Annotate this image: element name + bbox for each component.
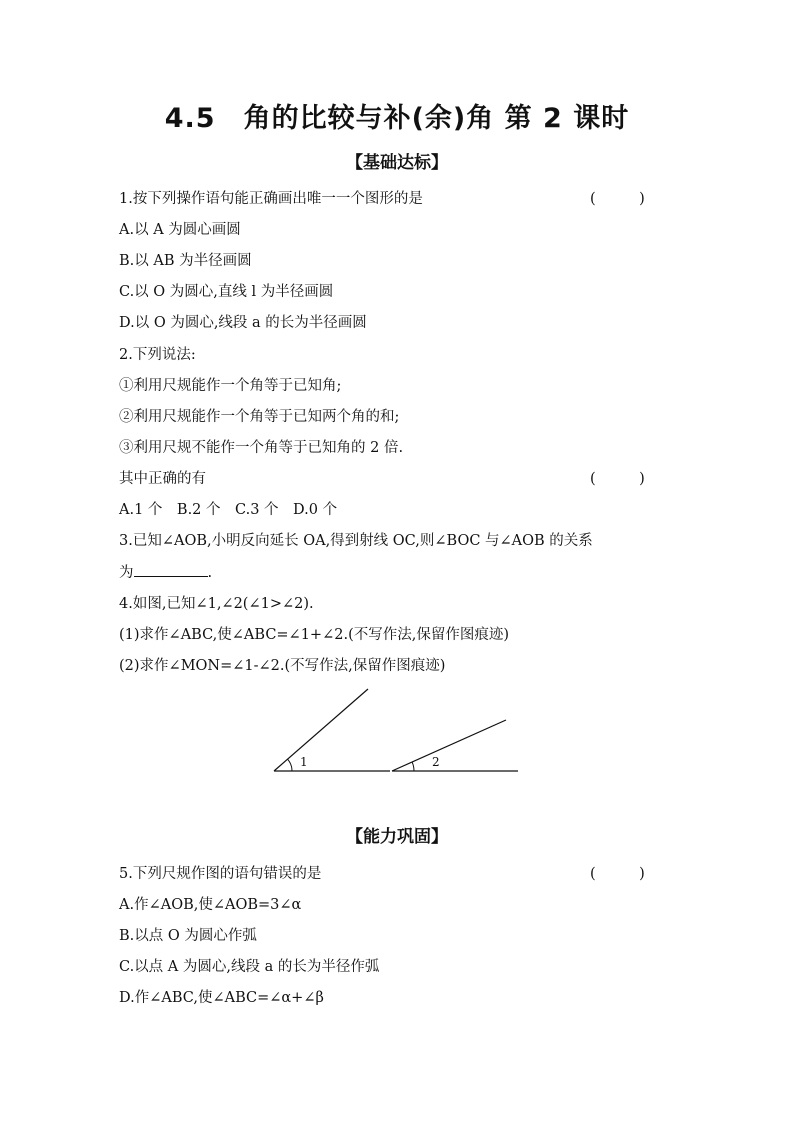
answer-paren: ( ) [590,866,645,882]
question-3-line-2-prefix: 为 [119,565,134,581]
question-2-stem: 2.下列说法: [119,347,196,363]
question-5-option-c: C.以点 A 为圆心,线段 a 的长为半径作弧 [119,959,380,975]
angle-1-upper-ray [274,689,368,771]
question-1-option-c: C.以 O 为圆心,直线 l 为半径画圆 [119,284,334,300]
question-2-item-2: ②利用尺规能作一个角等于已知两个角的和; [119,409,400,425]
angle-2-arc [412,762,414,771]
question-2-item-1: ①利用尺规能作一个角等于已知角; [119,378,342,394]
question-5-option-d: D.作∠ABC,使∠ABC=∠α+∠β [119,990,324,1006]
angle-2 [392,720,518,771]
question-1-option-b: B.以 AB 为半径画圆 [119,253,252,269]
answer-paren: ( ) [590,191,645,207]
angle-1 [274,689,390,771]
question-4-stem: 4.如图,已知∠1,∠2(∠1>∠2). [119,596,314,612]
question-1-option-d: D.以 O 为圆心,线段 a 的长为半径画圆 [119,315,367,331]
question-2-item-3: ③利用尺规不能作一个角等于已知角的 2 倍. [119,440,404,456]
angle-2-label: 2 [432,755,440,769]
question-2-options: A.1 个 B.2 个 C.3 个 D.0 个 [119,502,338,518]
angle-2-upper-ray [392,720,506,771]
page-title: 4.5 角的比较与补(余)角 第 2 课时 [164,103,630,134]
angle-1-label: 1 [300,755,308,769]
question-5-option-b: B.以点 O 为圆心作弧 [119,928,257,944]
angle-1-arc [288,759,292,771]
question-1-option-a: A.以 A 为圆心画圆 [119,222,241,238]
section-heading-basic: 【基础达标】 [346,153,448,173]
section-heading-ability: 【能力巩固】 [346,827,448,847]
answer-paren: ( ) [590,471,645,487]
question-3-line-2-suffix: . [207,565,213,581]
question-2-ask: 其中正确的有 [119,471,206,487]
question-4-part-1: (1)求作∠ABC,使∠ABC=∠1+∠2.(不写作法,保留作图痕迹) [119,627,509,643]
question-3-line-1: 3.已知∠AOB,小明反向延长 OA,得到射线 OC,则∠BOC 与∠AOB 的关系 [119,533,593,549]
question-5-option-a: A.作∠AOB,使∠AOB=3∠α [119,897,302,913]
question-1-stem: 1.按下列操作语句能正确画出唯一一个图形的是 [119,191,423,207]
question-4-part-2: (2)求作∠MON=∠1-∠2.(不写作法,保留作图痕迹) [119,658,446,674]
question-5-stem: 5.下列尺规作图的语句错误的是 [119,866,322,882]
